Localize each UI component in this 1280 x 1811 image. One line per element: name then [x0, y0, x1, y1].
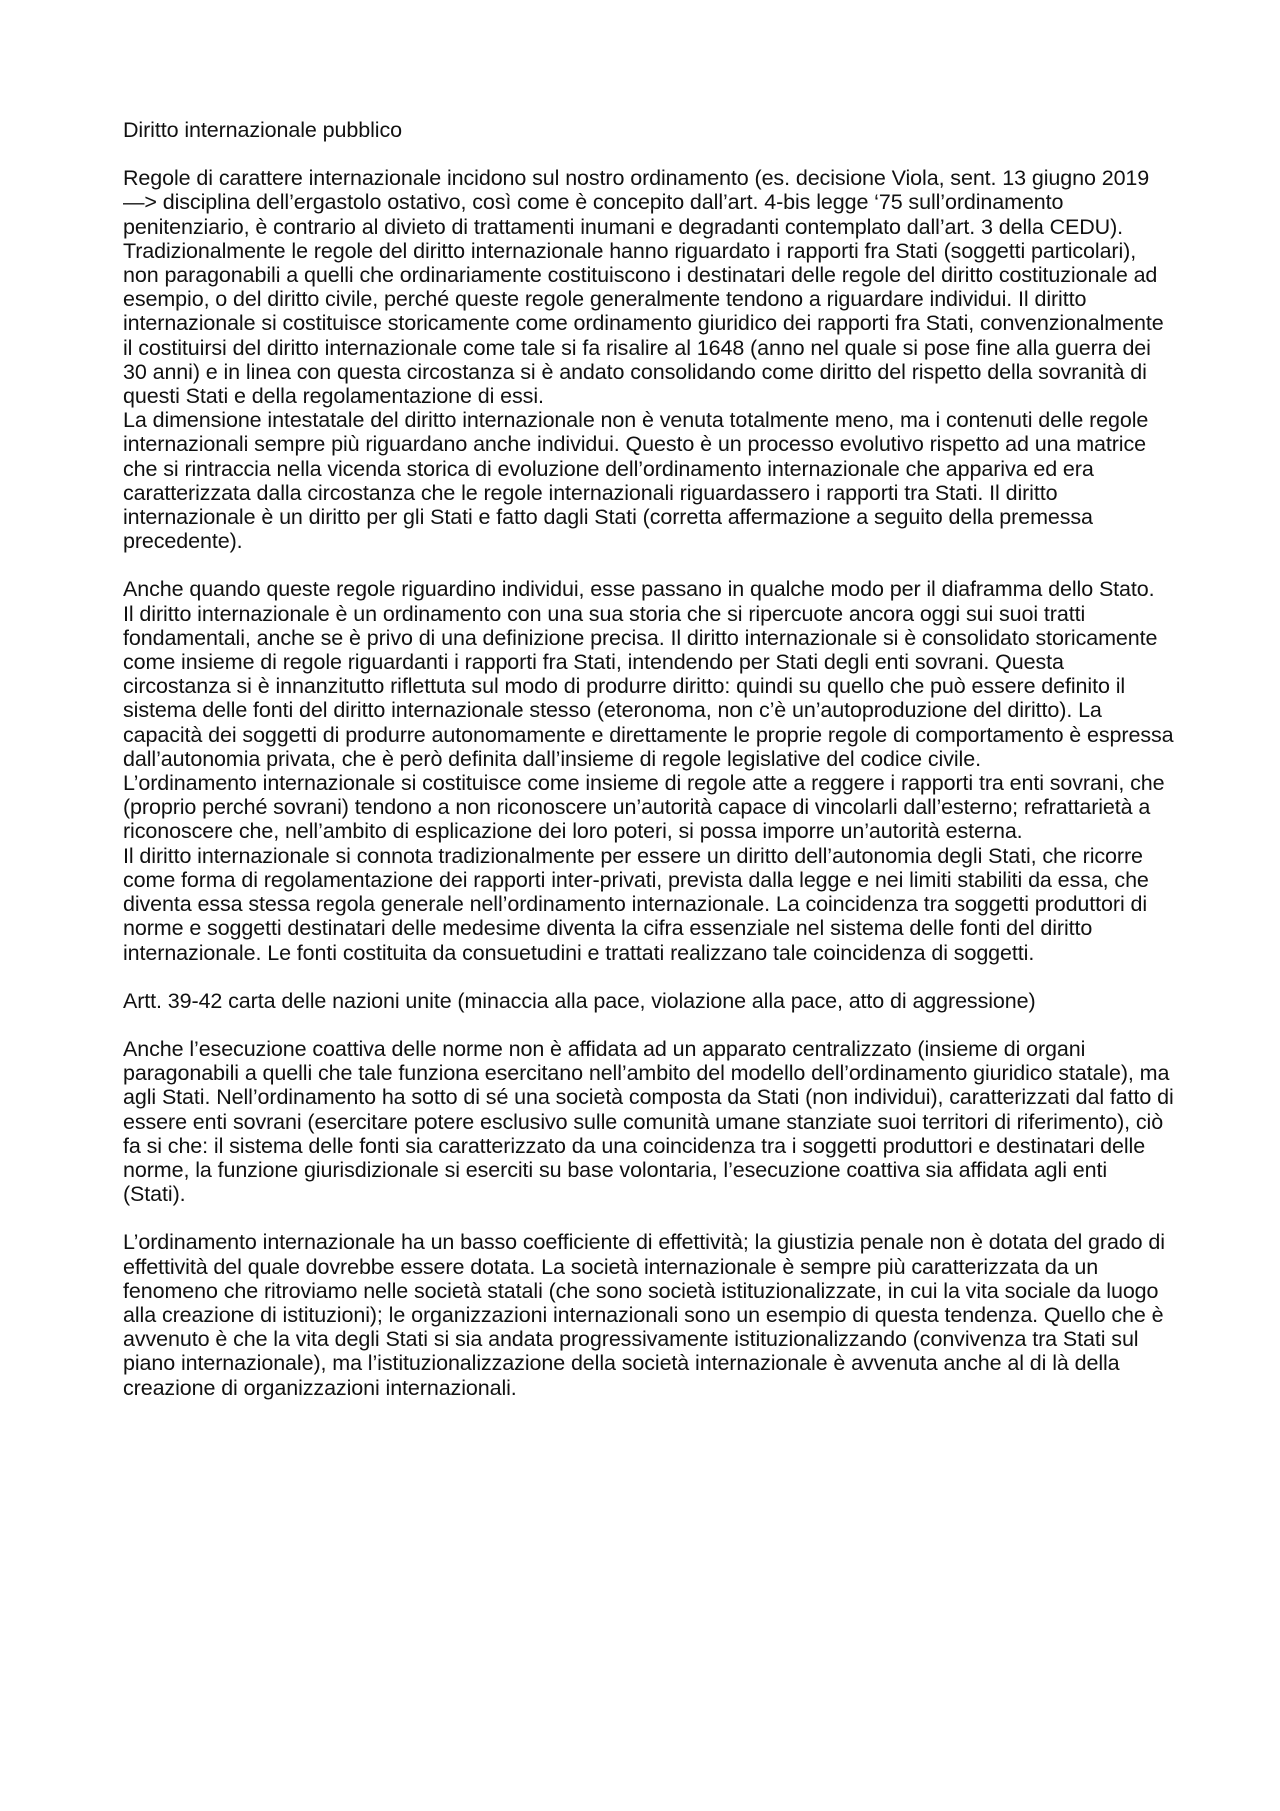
section-1: [123, 166, 1175, 553]
paragraph: Tradizionalmente le regole del diritto internazionale hanno riguardato i rapporti fra Stati (soggetti particolari), non paragonabili a quelli che ordinariamente costituiscono i destinatari delle regole del diritto costituzionale ad esempio, o del diritto civile, perché queste regole generalmente tendono a riguardare individui. Il diritto internazionale si costituisce storicamente come ordinamento giuridico dei rapporti fra Stati, convenzionalmente il costituirsi del diritto internazionale come tale si fa risalire al 1648 (anno nel quale si pose fine alla guerra dei 30 anni) e in linea con questa circostanza si è andato consolidando come diritto del rispetto della sovranità di questi Stati e della regolamentazione di essi.: [123, 238, 1164, 409]
document-title: Diritto internazionale pubblico: [123, 118, 402, 142]
paragraph: Artt. 39-42 carta delle nazioni unite (minaccia alla pace, violazione alla pace, atto di aggressione): [123, 988, 1036, 1013]
section-5: [123, 1230, 1175, 1399]
document-page: [123, 118, 1175, 1424]
paragraph: Il diritto internazionale si connota tradizionalmente per essere un diritto dell’autonomia degli Stati, che ricorre come forma di regolamentazione dei rapporti inter-privati, prevista dalla legge e nei limiti stabiliti da essa, che diventa essa stessa regola generale nell’ordinamento internazionale. La coincidenza tra soggetti produttori di norme e soggetti destinatari delle medesime diventa la cifra essenziale nel sistema delle fonti del diritto internazionale. Le fonti costituita da consuetudini e trattati realizzano tale coincidenza di soggetti.: [123, 843, 1149, 965]
paragraph: L’ordinamento internazionale si costituisce come insieme di regole atte a reggere i rapporti tra enti sovrani, che (proprio perché sovrani) tendono a non riconoscere un’autorità capace di vincolarli dall’esterno; refrattarietà a riconoscere che, nell’ambito di esplicazione dei loro poteri, si possa imporre un’autorità esterna.: [123, 771, 1165, 844]
section-2: [123, 577, 1175, 964]
section-4: [123, 1037, 1175, 1206]
paragraph: L’ordinamento internazionale ha un basso coefficiente di effettività; la giustizia penale non è dotata del grado di effettività del quale dovrebbe essere dotata. La società internazionale è sempre più caratterizzata da un fenomeno che ritroviamo nelle società statali (che sono società istituzionalizzate, in cui la vita sociale da luogo alla creazione di istituzioni); le organizzazioni internazionali sono un esempio di questa tendenza. Quello che è avvenuto è che la vita degli Stati si sia andata progressivamente istituzionalizzando (convivenza tra Stati sul piano internazionale), ma l’istituzionalizzazione della società internazionale è avvenuta anche al di là della creazione di organizzazioni internazionali.: [123, 1230, 1165, 1400]
paragraph: Anche l’esecuzione coattiva delle norme non è affidata ad un apparato centralizzato (insieme di organi paragonabili a quelli che tale funziona esercitano nell’ambito del modello dell’ordinamento giuridico statale), ma agli Stati. Nell’ordinamento ha sotto di sé una società composta da Stati (non individui), caratterizzati dal fatto di essere enti sovrani (esercitare potere esclusivo sulle comunità umane stanziate suoi territori di riferimento), ciò fa si che: il sistema delle fonti sia caratterizzato da una coincidenza tra i soggetti produttori e destinatari delle norme, la funzione giurisdizionale si eserciti su base volontaria, l’esecuzione coattiva sia affidata agli enti (Stati).: [123, 1036, 1174, 1207]
paragraph: Anche quando queste regole riguardino individui, esse passano in qualche modo per il diaframma dello Stato.: [123, 577, 1155, 602]
paragraph: Regole di carattere internazionale incidono sul nostro ordinamento (es. decisione Viola, sent. 13 giugno 2019 —> disciplina dell’ergastolo ostativo, così come è concepito dall’art. 4-bis legge ‘75 sull’ordinamento penitenziario, è contrario al divieto di trattamenti inumani e degradanti contemplato dall’art. 3 della CEDU).: [123, 166, 1150, 239]
section-3: [123, 989, 1175, 1013]
paragraph: Il diritto internazionale è un ordinamento con una sua storia che si ripercuote ancora oggi sui suoi tratti fondamentali, anche se è privo di una definizione precisa. Il diritto internazionale si è consolidato storicamente come insieme di regole riguardanti i rapporti fra Stati, intendendo per Stati degli enti sovrani. Questa circostanza si è innanzitutto riflettuta sul modo di produrre diritto: quindi su quello che può essere definito il sistema delle fonti del diritto internazionale stesso (eteronoma, non c’è un’autoproduzione del diritto). La capacità dei soggetti di produrre autonomamente e direttamente le proprie regole di comportamento è espressa dall’autonomia privata, che è però definita dall’insieme di regole legislative del codice civile.: [123, 601, 1174, 771]
paragraph: La dimensione intestatale del diritto internazionale non è venuta totalmente meno, ma i contenuti delle regole internazionali sempre più riguardano anche individui. Questo è un processo evolutivo rispetto ad una matrice che si rintraccia nella vicenda storica di evoluzione dell’ordinamento internazionale che appariva ed era caratterizzata dalla circostanza che le regole internazionali riguardassero i rapporti tra Stati. Il diritto internazionale è un diritto per gli Stati e fatto dagli Stati (corretta affermazione a seguito della premessa precedente).: [123, 408, 1149, 554]
